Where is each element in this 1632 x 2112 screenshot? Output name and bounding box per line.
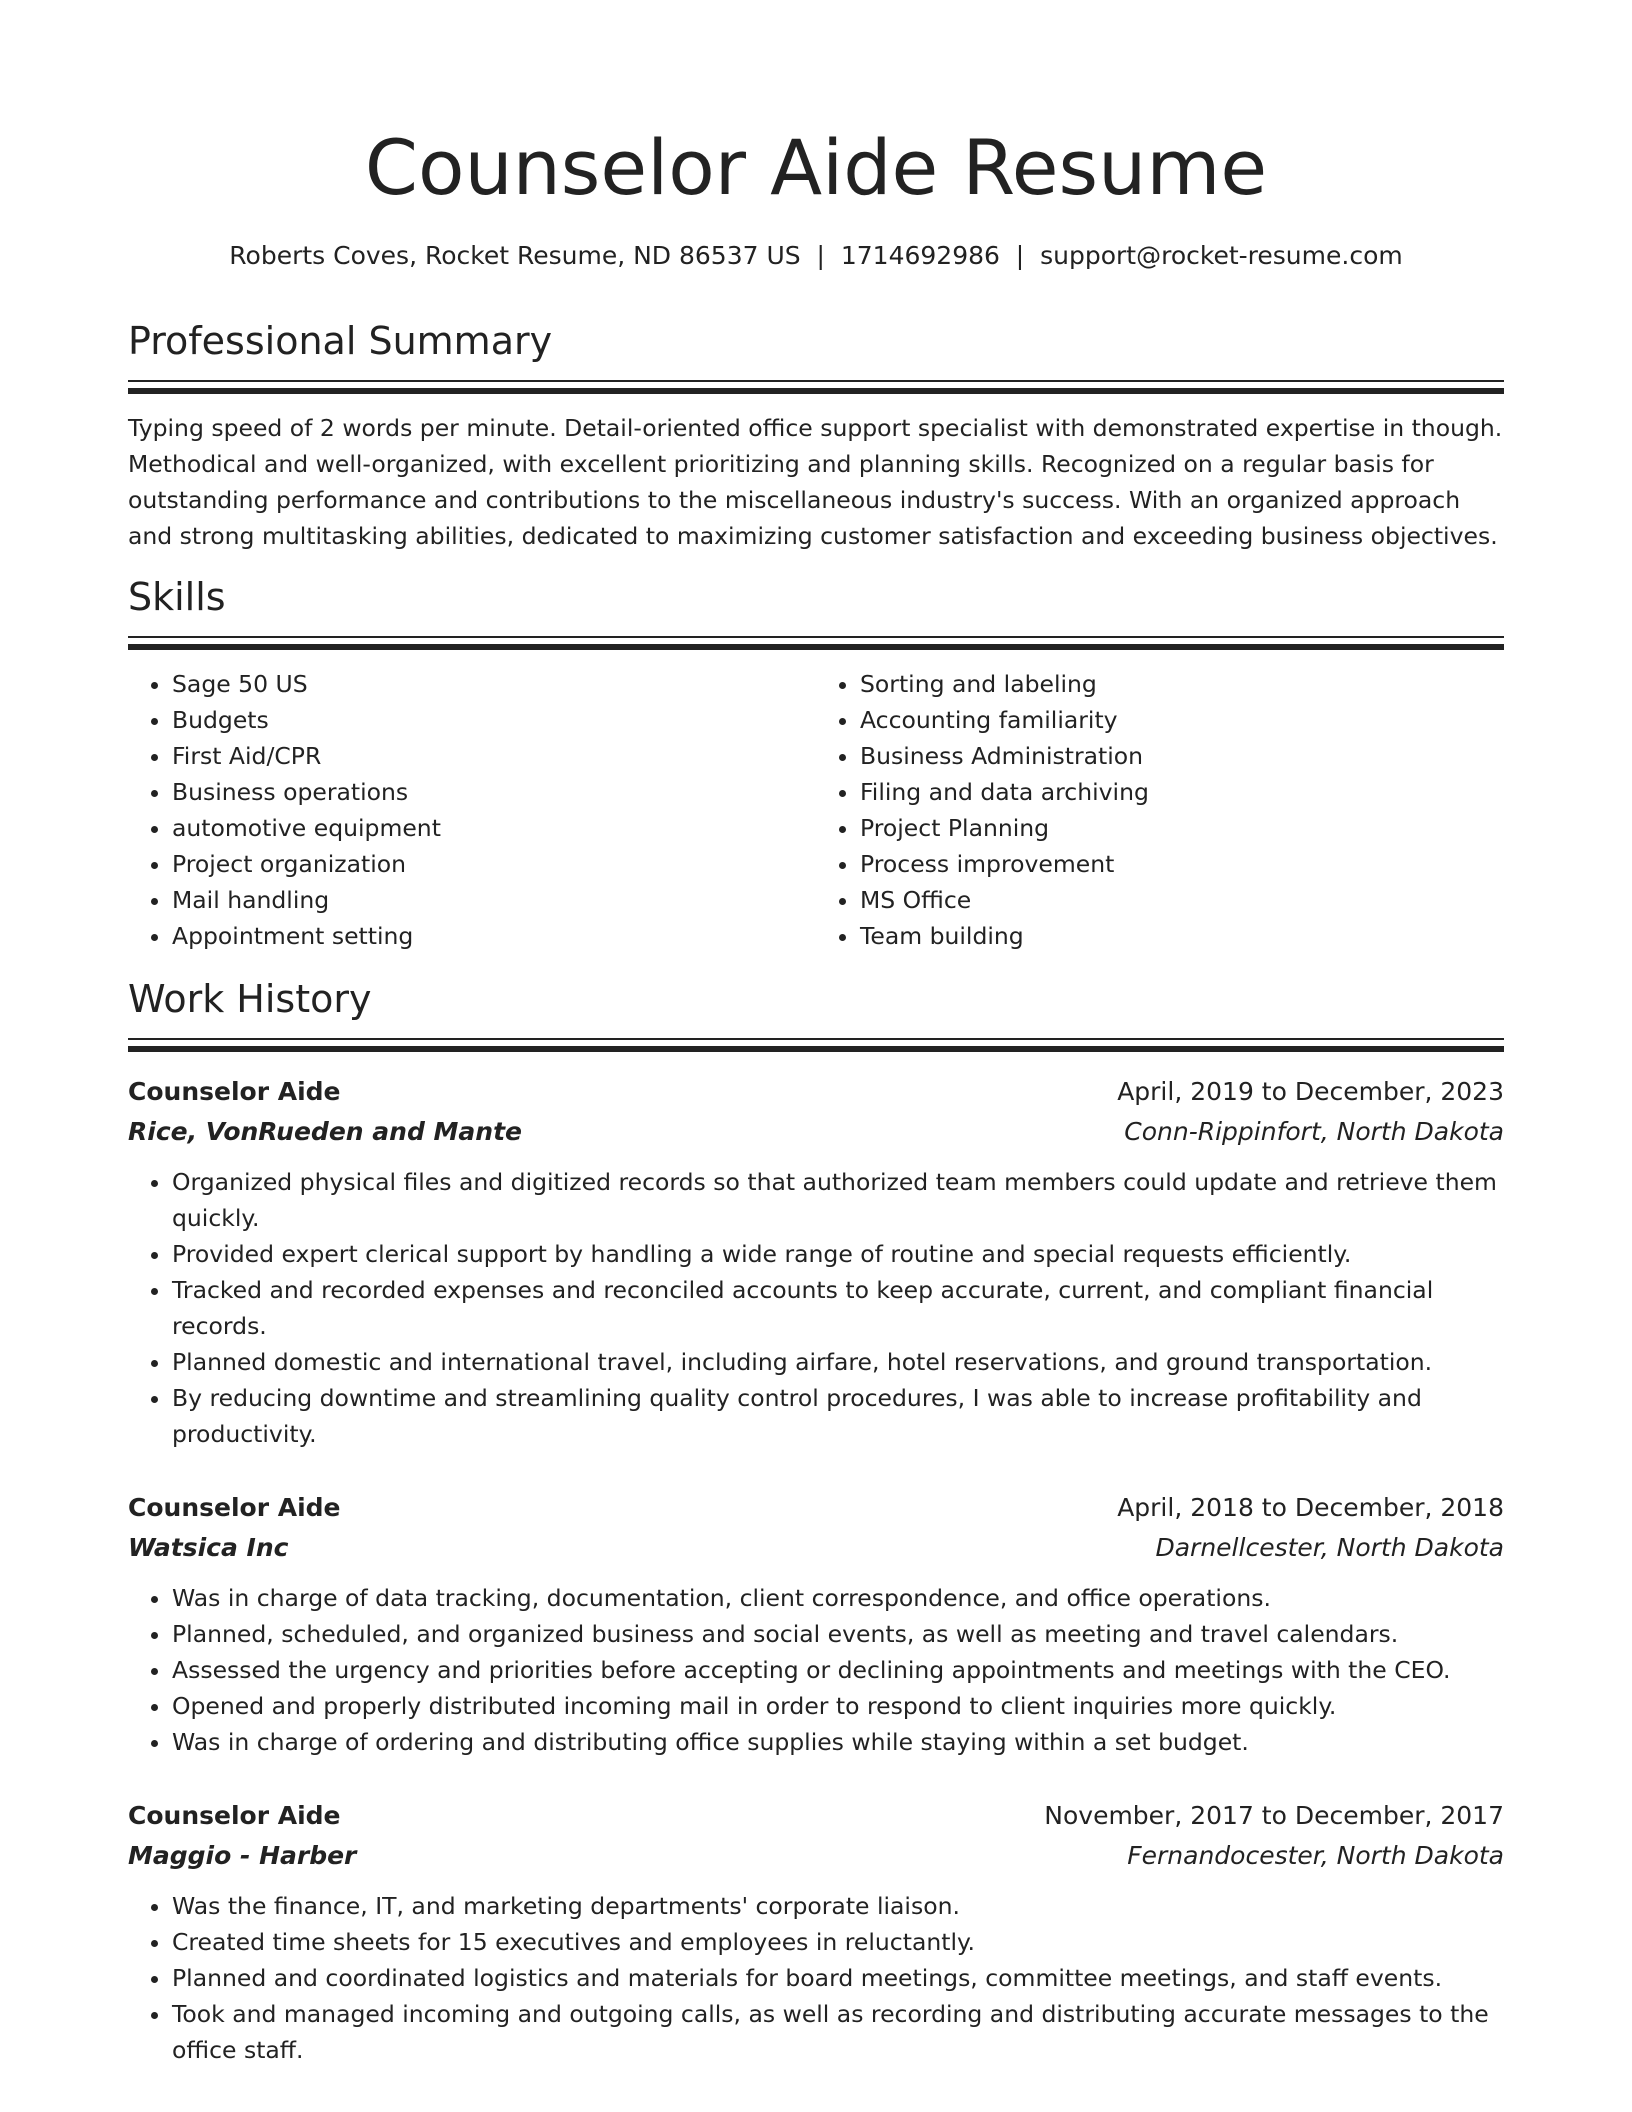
job-bullet: • By reducing downtime and streamlining quality control procedures, I was able to increase profitability and productivity. [172,1380,1504,1452]
job-bullets [128,1888,1504,2068]
skill-item: • automotive equipment [172,810,816,846]
skill-item: • Mail handling [172,882,816,918]
job-list [128,1072,1504,2068]
section-rule [128,380,1504,382]
contact-line: Roberts Coves, Rocket Resume, ND 86537 US | 1714692986 | support@rocket-resume.com [229,241,1403,270]
job-dates: April, 2019 to December, 2023 [1117,1077,1504,1106]
job-entry [128,1488,1504,1760]
job-company-row [128,1528,1504,1568]
skill-item: • Business operations [172,774,816,810]
section-rule [128,1038,1504,1040]
job-dates: November, 2017 to December, 2017 [1044,1801,1504,1830]
job-bullet: • Opened and properly distributed incoming mail in order to respond to client inquiries more quickly. [172,1688,1504,1724]
job-bullet: • Tracked and recorded expenses and reconciled accounts to keep accurate, current, and compliant financial records. [172,1272,1504,1344]
skill-item: • Sorting and labeling [860,666,1504,702]
skill-item: • Team building [860,918,1504,954]
job-bullet: • Took and managed incoming and outgoing calls, as well as recording and distributing accurate messages to the office staff. [172,1996,1504,2068]
skill-item: • Project organization [172,846,816,882]
job-bullet: • Created time sheets for 15 executives and employees in reluctantly. [172,1924,1504,1960]
job-bullet: • Organized physical files and digitized records so that authorized team members could update and retrieve them quickly. [172,1164,1504,1236]
job-title: Counselor Aide [128,1077,341,1106]
section-rule-thick [128,1046,1504,1052]
skill-item: • MS Office [860,882,1504,918]
skill-item: • Appointment setting [172,918,816,954]
section-rule [128,636,1504,638]
job-bullets [128,1580,1504,1760]
skill-item: • Budgets [172,702,816,738]
resume-title: Counselor Aide Resume [364,123,1268,212]
skills-list-left [128,666,816,954]
job-location: Conn-Rippinfort, North Dakota [1124,1117,1504,1146]
skill-item: • Accounting familiarity [860,702,1504,738]
skills-list-right [816,666,1504,954]
job-bullet: • Was in charge of data tracking, documentation, client correspondence, and office operations. [172,1580,1504,1616]
summary-section [128,314,1504,554]
job-entry [128,1072,1504,1452]
section-rule-thick [128,388,1504,394]
summary-text: Typing speed of 2 words per minute. Detail-oriented office support specialist with demonstrated expertise in though. Methodical and well-organized, with excellent prioritizing and planning skills. Recognized on a regular basis for outstanding performance and contributions to the miscellaneous industry's success. With an organized approach and strong multitasking abilities, dedicated to maximizing customer satisfaction and exceeding business objectives. [128,414,1503,550]
job-title: Counselor Aide [128,1493,341,1522]
job-company: Watsica Inc [128,1533,289,1562]
skill-item: • Process improvement [860,846,1504,882]
job-header-row [128,1796,1504,1836]
skills-columns [128,666,1504,954]
skills-heading: Skills [128,575,226,619]
job-company: Rice, VonRueden and Mante [128,1117,523,1146]
summary-heading: Professional Summary [128,319,553,363]
job-entry [128,1796,1504,2068]
job-header-row [128,1488,1504,1528]
job-bullet: • Assessed the urgency and priorities before accepting or declining appointments and meetings with the CEO. [172,1652,1504,1688]
job-location: Darnellcester, North Dakota [1155,1533,1504,1562]
job-company-row [128,1836,1504,1876]
job-bullet: • Was in charge of ordering and distributing office supplies while staying within a set budget. [172,1724,1504,1760]
work-heading: Work History [128,977,372,1021]
job-bullet: • Planned and coordinated logistics and materials for board meetings, committee meetings, and staff events. [172,1960,1504,1996]
work-section [128,972,1504,2068]
job-company-row [128,1112,1504,1152]
job-title: Counselor Aide [128,1801,341,1830]
skills-section [128,570,1504,954]
skill-item: • Project Planning [860,810,1504,846]
skill-item: • Sage 50 US [172,666,816,702]
skill-item: • First Aid/CPR [172,738,816,774]
job-bullets [128,1164,1504,1452]
section-rule-thick [128,644,1504,650]
job-location: Fernandocester, North Dakota [1127,1841,1504,1870]
job-dates: April, 2018 to December, 2018 [1117,1493,1504,1522]
job-header-row [128,1072,1504,1112]
job-bullet: • Planned, scheduled, and organized business and social events, as well as meeting and travel calendars. [172,1616,1504,1652]
job-bullet: • Planned domestic and international travel, including airfare, hotel reservations, and ground transportation. [172,1344,1504,1380]
job-bullet: • Provided expert clerical support by handling a wide range of routine and special requests efficiently. [172,1236,1504,1272]
job-company: Maggio - Harber [128,1841,357,1870]
job-bullet: • Was the finance, IT, and marketing departments' corporate liaison. [172,1888,1504,1924]
skill-item: • Business Administration [860,738,1504,774]
skill-item: • Filing and data archiving [860,774,1504,810]
